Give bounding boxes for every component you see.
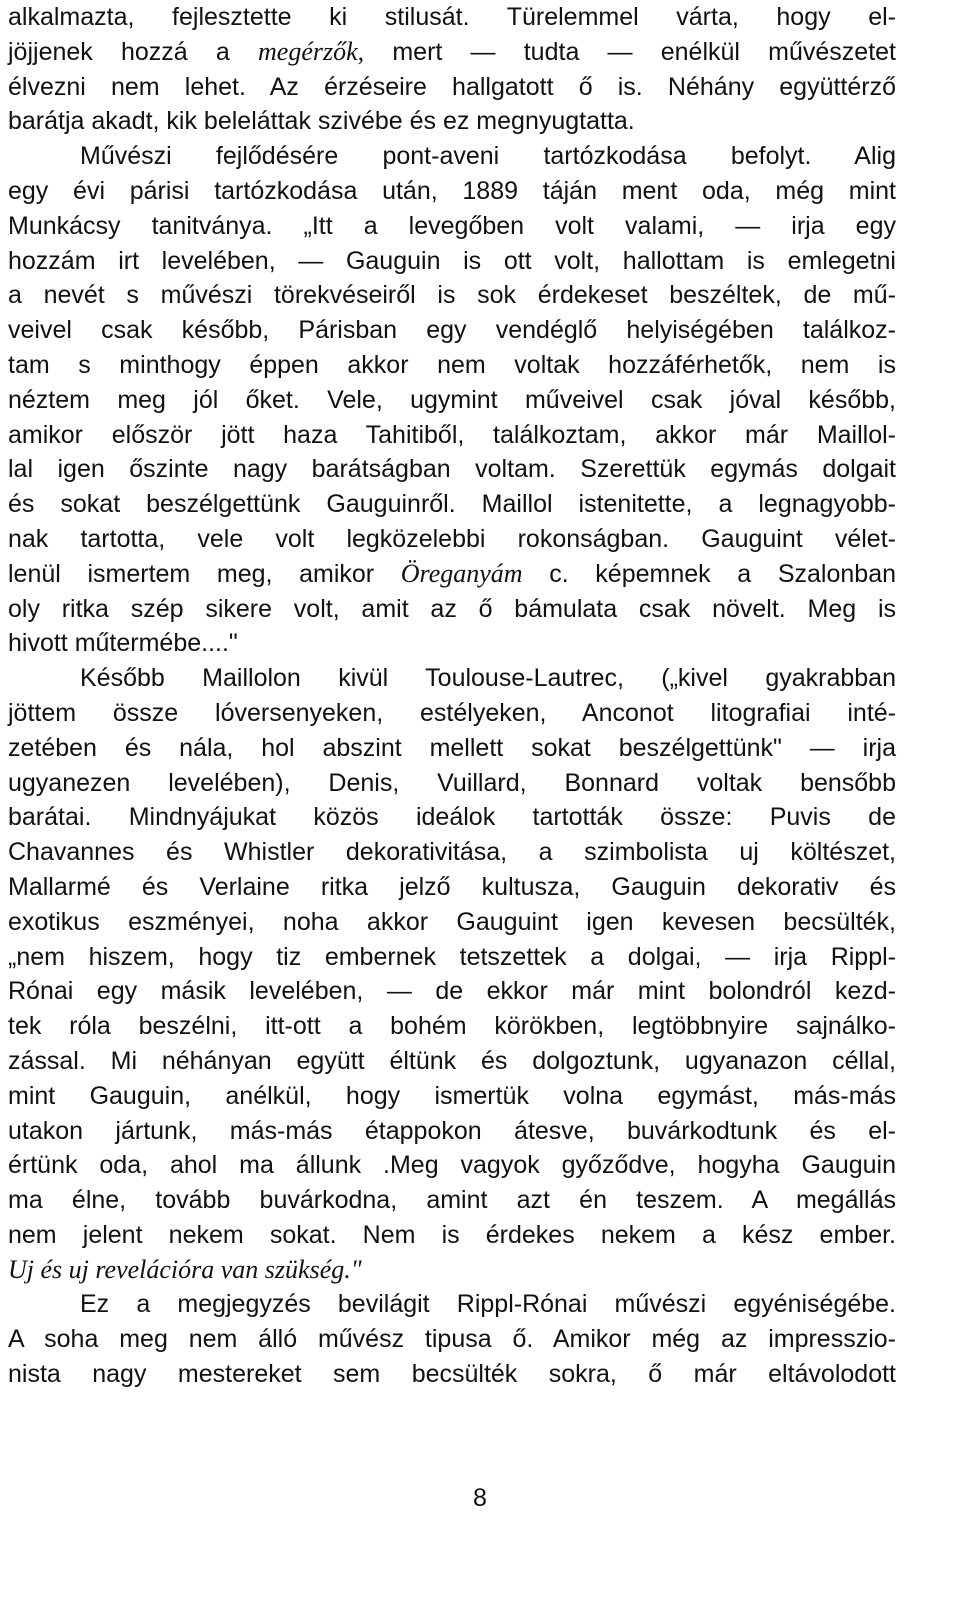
text-line	[8, 278, 896, 313]
line-text: jöttem össze lóversenyeken, estélyeken, Anconot litografiai inté-	[8, 698, 896, 727]
italic-text: Uj és uj revelációra van szükség."	[8, 1254, 362, 1284]
line-text: A soha meg nem álló művész tipusa ő. Amikor még az impresszio-	[8, 1325, 896, 1354]
text-line	[8, 522, 896, 557]
page-text	[8, 0, 896, 1392]
line-text: zetében és nála, hol abszint mellett sokat beszélgettünk" — irja	[8, 733, 896, 762]
text-line	[8, 70, 896, 105]
line-text: nista nagy mestereket sem becsülték sokra, ő már eltávolodott	[8, 1360, 896, 1389]
line-text: ma élne, tovább buvárkodna, amint azt én teszem. A megállás	[8, 1186, 896, 1215]
text-line	[8, 1148, 896, 1183]
text-line	[8, 766, 896, 801]
line-text: alkalmazta, fejlesztette ki stilusát. Türelemmel várta, hogy el-	[8, 3, 896, 31]
line-text: Később Maillolon kivül Toulouse-Lautrec, („kivel gyakrabban	[80, 664, 896, 693]
line-text: értünk oda, ahol ma állunk .Meg vagyok győződve, hogyha Gauguin	[8, 1151, 896, 1180]
line-text: c. képemnek a Szalonban	[522, 559, 896, 588]
line-text: nem jelent nekem sokat. Nem is érdekes nekem a kész ember.	[8, 1220, 896, 1249]
text-line	[8, 974, 896, 1009]
text-line	[8, 452, 896, 487]
text-line	[8, 244, 896, 279]
line-text: hozzám irt levelében, — Gauguin is ott volt, hallottam is emlegetni	[8, 246, 896, 275]
line-text: hivott műtermébe...."	[8, 629, 238, 658]
line-text: jöjjenek hozzá a	[8, 37, 258, 66]
text-line	[8, 313, 896, 348]
text-line	[8, 0, 896, 35]
line-text: veivel csak később, Párisban egy vendéglő helyiségében találkoz-	[8, 316, 896, 345]
text-line	[8, 139, 896, 174]
italic-text: megérzők,	[258, 36, 365, 66]
line-text: Chavannes és Whistler dekorativitása, a szimbolista uj költészet,	[8, 838, 896, 867]
text-line	[8, 1218, 896, 1253]
line-text: exotikus eszményei, noha akkor Gauguint igen kevesen becsülték,	[8, 907, 896, 936]
line-text: lenül ismertem meg, amikor	[8, 559, 401, 588]
line-text: tam s minthogy éppen akkor nem voltak hozzáférhetők, nem is	[8, 350, 896, 379]
text-line	[8, 557, 896, 592]
text-line	[8, 348, 896, 383]
text-line	[8, 940, 896, 975]
line-text: amikor először jött haza Tahitiből, találkoztam, akkor már Maillol-	[8, 420, 896, 449]
line-text: egy évi párisi tartózkodása után, 1889 táján ment oda, még mint	[8, 176, 896, 205]
text-line	[8, 35, 896, 70]
text-line	[8, 487, 896, 522]
text-line	[8, 383, 896, 418]
line-text: a nevét s művészi törekvéseiről is sok érdekeset beszéltek, de mű-	[8, 281, 896, 310]
line-text: és sokat beszélgettünk Gauguinről. Maillol istenitette, a legnagyobb-	[8, 490, 896, 519]
text-line	[8, 1079, 896, 1114]
text-line	[8, 1044, 896, 1079]
line-text: Művészi fejlődésére pont-aveni tartózkodása befolyt. Alig	[80, 142, 896, 171]
text-line	[8, 104, 896, 139]
line-text: ugyanezen levelében), Denis, Vuillard, Bonnard voltak bensőbb	[8, 768, 896, 797]
text-line	[8, 1357, 896, 1392]
line-text: Mallarmé és Verlaine ritka jelző kultusza, Gauguin dekorativ és	[8, 872, 896, 901]
line-text: lal igen őszinte nagy barátságban voltam. Szerettük egymás dolgait	[8, 455, 896, 484]
line-text: néztem meg jól őket. Vele, ugymint műveivel csak jóval később,	[8, 385, 896, 414]
line-text: oly ritka szép sikere volt, amit az ő bámulata csak növelt. Meg is	[8, 594, 896, 623]
line-text: barátja akadt, kik beleláttak szivébe és ez megnyugtatta.	[8, 107, 635, 136]
line-text: mint Gauguin, anélkül, hogy ismertük volna egymást, más-más	[8, 1081, 896, 1110]
line-text: „nem hiszem, hogy tiz embernek tetszettek a dolgai, — irja Rippl-	[8, 942, 896, 971]
italic-text: Öreganyám	[400, 558, 523, 588]
text-line	[8, 870, 896, 905]
text-line	[8, 1114, 896, 1149]
text-line	[8, 731, 896, 766]
text-line	[8, 696, 896, 731]
page-number: 8	[473, 1484, 487, 1512]
text-line	[8, 1183, 896, 1218]
line-text: élvezni nem lehet. Az érzéseire hallgatott ő is. Néhány együttérző	[8, 72, 896, 101]
text-line	[8, 592, 896, 627]
line-text: Ez a megjegyzés bevilágit Rippl-Rónai művészi egyéniségébe.	[80, 1290, 896, 1319]
line-text: Rónai egy másik levelében, — de ekkor már mint bolondról kezd-	[8, 977, 896, 1006]
text-line	[8, 661, 896, 696]
line-text: mert — tudta — enélkül művészetet	[364, 37, 896, 66]
line-text: utakon jártunk, más-más étappokon átesve, buvárkodtunk és el-	[8, 1116, 896, 1145]
text-line	[8, 626, 896, 661]
line-text: tek róla beszélni, itt-ott a bohém körökben, legtöbbnyire sajnálko-	[8, 1012, 896, 1041]
text-line	[8, 1287, 896, 1322]
text-line	[8, 1253, 896, 1288]
line-text: zással. Mi néhányan együtt éltünk és dolgoztunk, ugyanazon céllal,	[8, 1046, 896, 1075]
text-line	[8, 1009, 896, 1044]
text-line	[8, 174, 896, 209]
text-line	[8, 905, 896, 940]
line-text: nak tartotta, vele volt legközelebbi rokonságban. Gauguint vélet-	[8, 524, 896, 553]
line-text: Munkácsy tanitványa. „Itt a levegőben volt valami, — irja egy	[8, 211, 896, 240]
text-line	[8, 835, 896, 870]
text-line	[8, 1322, 896, 1357]
text-line	[8, 418, 896, 453]
line-text: barátai. Mindnyájukat közös ideálok tartották össze: Puvis de	[8, 803, 896, 832]
text-line	[8, 209, 896, 244]
text-line	[8, 800, 896, 835]
